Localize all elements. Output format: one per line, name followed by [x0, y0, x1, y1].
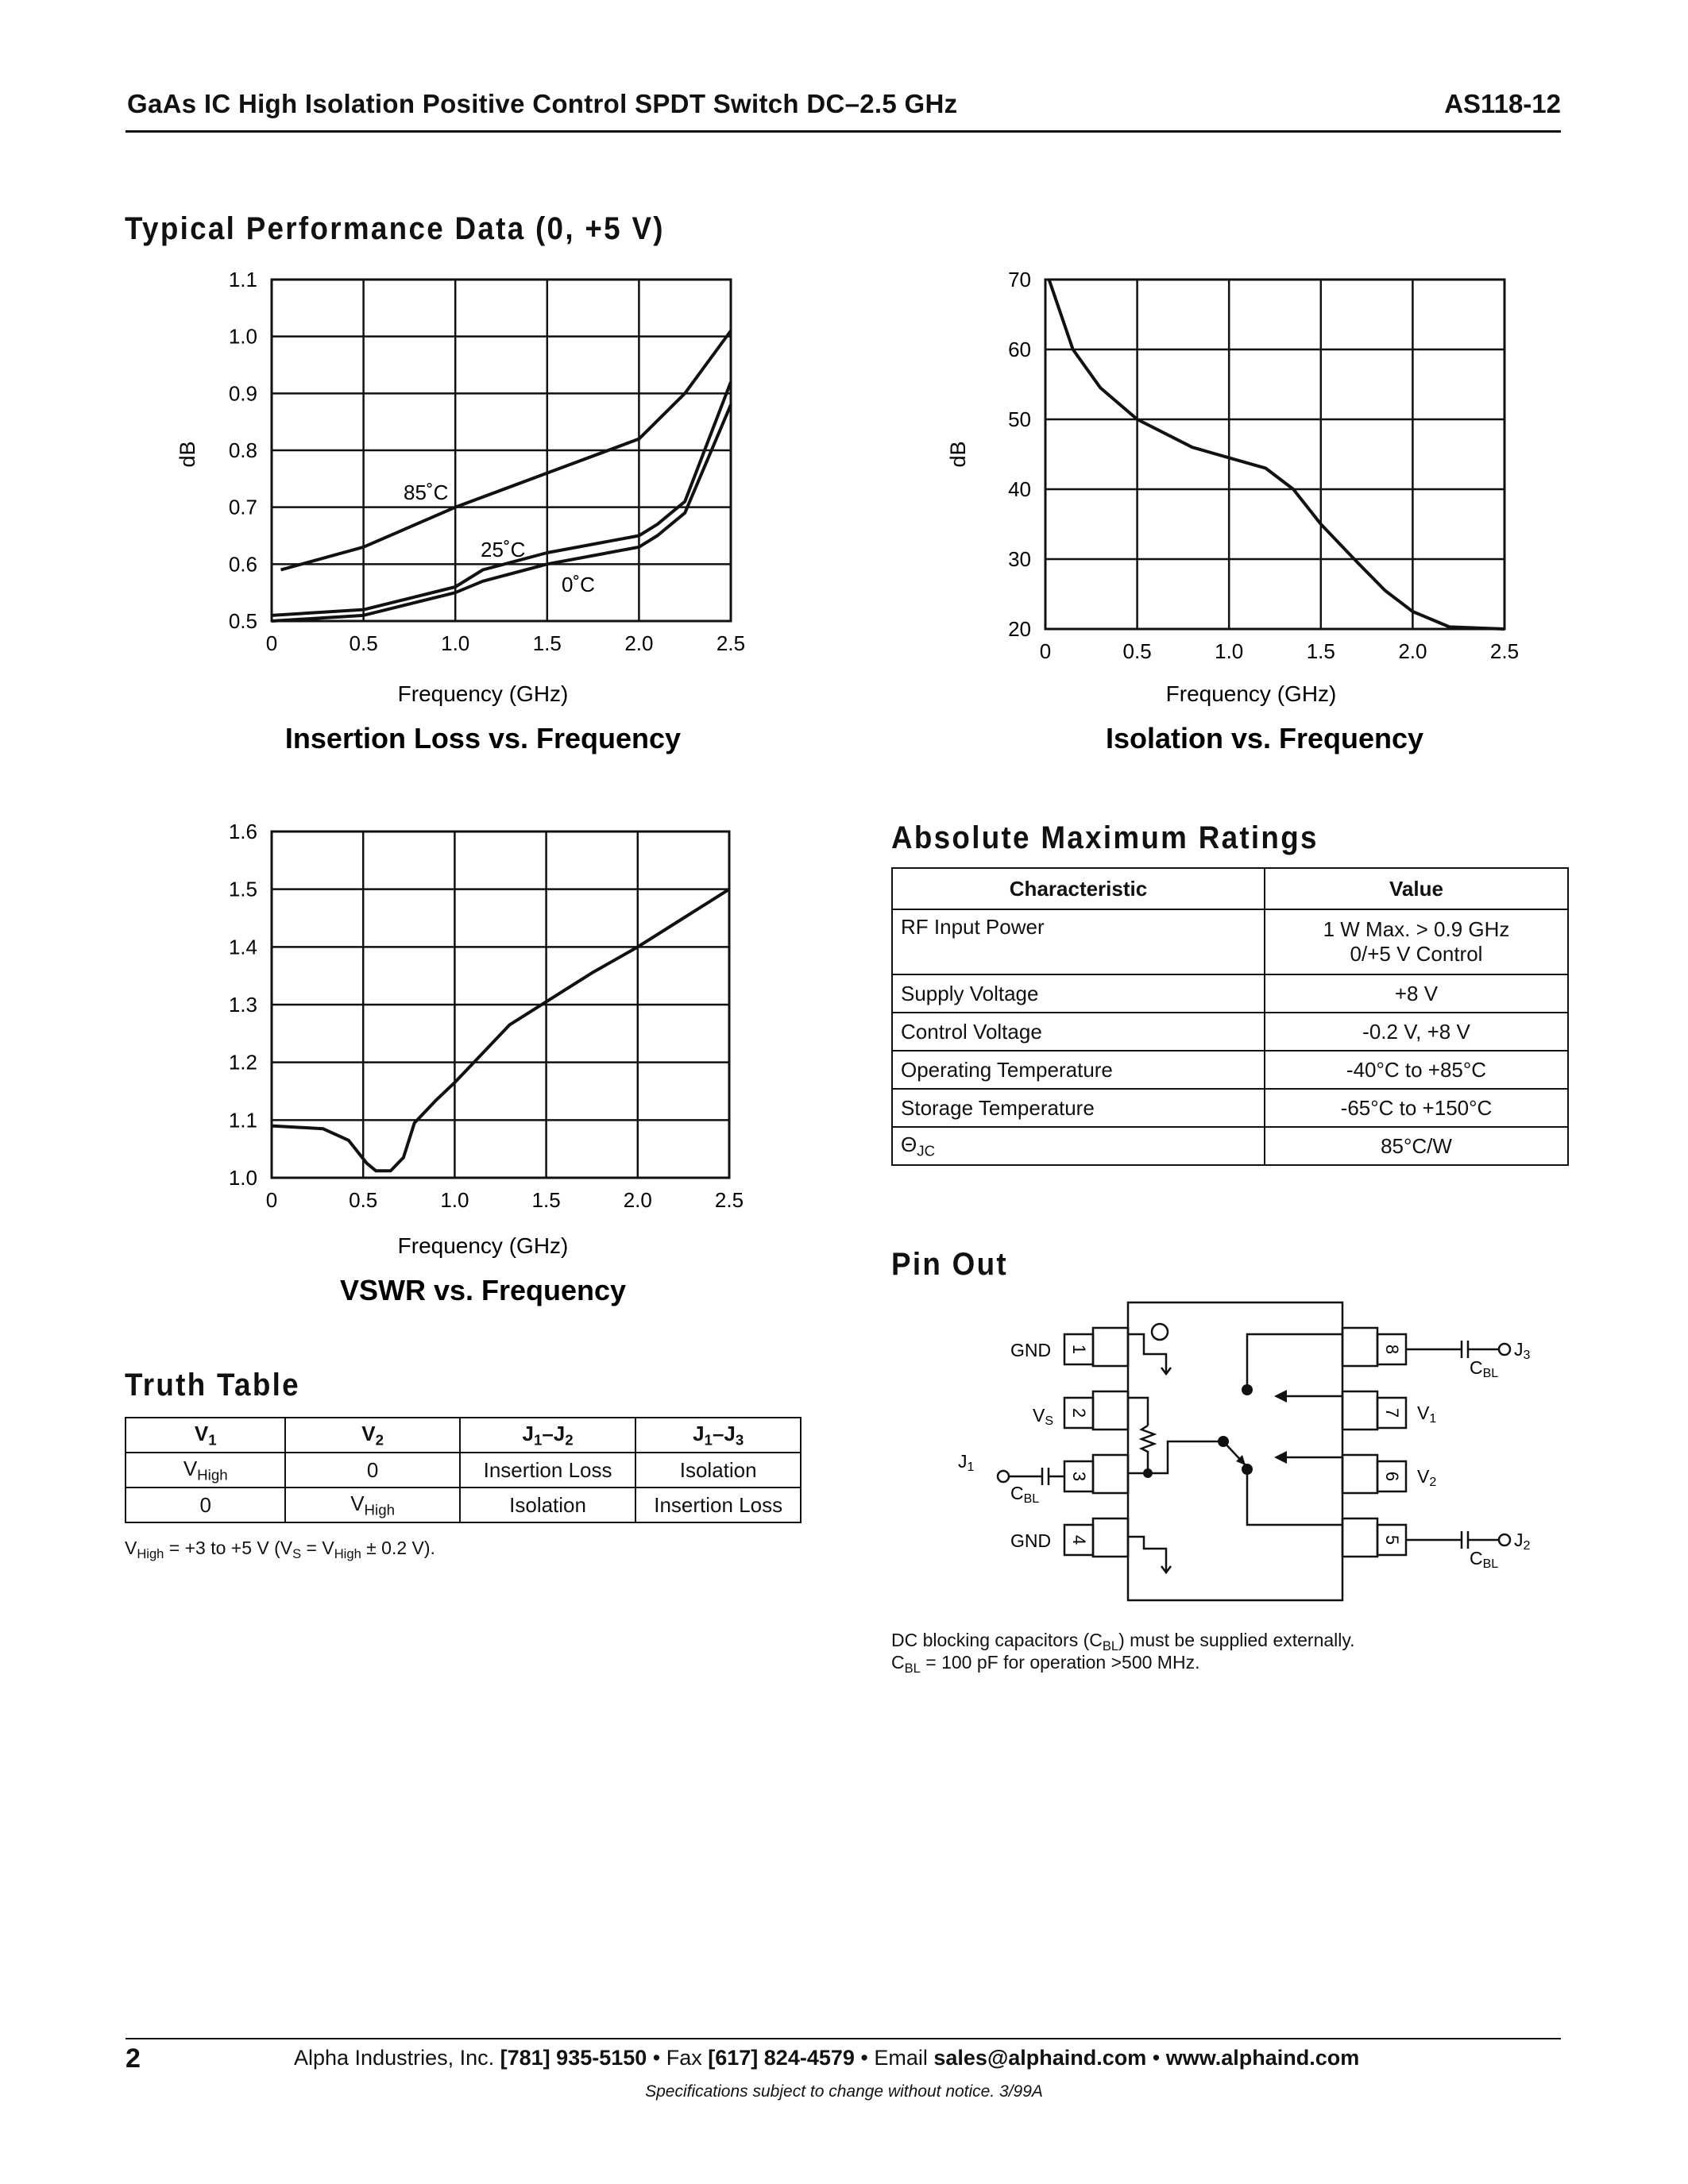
pinout-note-1: DC blocking capacitors $(C_{BL})$ must be supplied externally. [891, 1630, 1355, 1653]
theta-symbol: Θ [901, 1132, 917, 1156]
table-row [892, 1051, 1568, 1089]
company-name: Alpha Industries, Inc. [294, 2046, 500, 2070]
isolation-series-line-1 [1049, 280, 1505, 629]
insertion-loss-xtick-label: 0 [265, 631, 278, 655]
cell-value [1265, 909, 1568, 974]
cell-characteristic [892, 1127, 1265, 1165]
insertion-loss-ytick-label: 0.5 [228, 609, 257, 633]
truth-table [125, 1417, 802, 1523]
vswr-xtick-label: 2.0 [623, 1188, 652, 1212]
table-row [126, 1453, 801, 1488]
label-v2: V2 [1417, 1466, 1437, 1489]
cell-value: 85°C/W [1265, 1127, 1568, 1165]
isolation-xtick-label: 0.5 [1122, 639, 1152, 663]
label-v1: V1 [1417, 1403, 1437, 1426]
ic-package [1128, 1302, 1342, 1600]
label-0c: 0˚C [562, 573, 595, 596]
website-link[interactable]: www.alphaind.com [1165, 2046, 1360, 2070]
vswr-ytick-label: 1.6 [228, 820, 257, 843]
vswr-xtick-label: 1.5 [531, 1188, 561, 1212]
vswr-series-line-1 [272, 889, 729, 1171]
theta-subscript: JC [917, 1142, 936, 1160]
footer-contact: Alpha Industries, Inc. [781] 935-5150 • Fax [617] 824-4579 • Email sales@alphaind.com • www.alphaind.com [294, 2046, 1360, 2070]
insertion-loss-ylabel: dB [176, 441, 199, 468]
page-number: 2 [126, 2043, 141, 2074]
vswr-xtick-label: 0 [265, 1188, 278, 1212]
section-absolute-max-ratings: Absolute Maximum Ratings [891, 820, 1319, 855]
label-vs: VS [1033, 1405, 1054, 1428]
isolation-xtick-label: 2.0 [1398, 639, 1427, 663]
insertion-loss-xtick-label: 0.5 [349, 631, 378, 655]
label-j3: J3 [1514, 1339, 1531, 1362]
insertion-loss-ytick-label: 1.1 [228, 268, 257, 291]
pin-number-5: 5 [1382, 1534, 1402, 1545]
label-cbl-j2: CBL [1470, 1548, 1499, 1571]
vswr-xtick-label: 1.0 [440, 1188, 469, 1212]
pin-number-2: 2 [1069, 1407, 1089, 1418]
header-v2: $V_2$ [285, 1418, 459, 1453]
cell-v1: 0 [126, 1488, 285, 1522]
vswr-ytick-label: 1.4 [228, 935, 257, 959]
isolation-ytick-label: 20 [1008, 617, 1031, 641]
label-85c: 85˚C [404, 480, 449, 504]
cell-v2: $V_{High}$ [285, 1488, 459, 1522]
disclaimer: Specifications subject to change without notice. 3/99A [645, 2082, 1043, 2101]
pin-number-6: 6 [1382, 1471, 1402, 1482]
vswr-xlabel: Frequency (GHz) [397, 1233, 569, 1258]
cell-characteristic: Operating Temperature [892, 1051, 1265, 1089]
cell-j1-j3: Insertion Loss [635, 1488, 801, 1522]
vswr-chart [0, 814, 842, 1322]
insertion-loss-ytick-label: 0.8 [228, 438, 257, 462]
pin-number-4: 4 [1069, 1534, 1089, 1545]
cell-v1: $V_{High}$ [126, 1453, 285, 1488]
label-gnd-pin1: GND [1010, 1340, 1052, 1360]
insertion-loss-grid [272, 280, 731, 621]
cell-characteristic: Control Voltage [892, 1013, 1265, 1051]
header-j1-j2: $J_1-J_2$ [460, 1418, 636, 1453]
section-pin-out: Pin Out [891, 1247, 1008, 1282]
pin-number-8: 8 [1382, 1344, 1402, 1355]
insertion-loss-xtick-label: 1.0 [441, 631, 470, 655]
insertion-loss-ytick-label: 0.9 [228, 381, 257, 406]
rf-power-value: 1 W Max. > 0.9 GHz [1323, 917, 1510, 941]
cell-characteristic: Storage Temperature [892, 1089, 1265, 1127]
pinout-note-2: $C_{BL} = 100$ pF for operation >500 MHz. [891, 1652, 1200, 1676]
label-j2: J2 [1514, 1530, 1531, 1553]
isolation-ytick-label: 50 [1008, 407, 1031, 431]
footer-rule [126, 2038, 1561, 2039]
document-title: GaAs IC High Isolation Positive Control SPDT Switch DC–2.5 GHz [127, 89, 958, 118]
isolation-ylabel: dB [946, 441, 970, 468]
section-typical-performance: Typical Performance Data (0, +5 V) [125, 211, 665, 246]
absolute-max-ratings-table [891, 867, 1569, 1166]
isolation-chart [842, 262, 1636, 770]
table-row [892, 1013, 1568, 1051]
cell-value: -0.2 V, +8 V [1265, 1013, 1568, 1051]
cell-characteristic: Supply Voltage [892, 974, 1265, 1013]
rf-power-value-condition: 0/+5 V Control [1350, 942, 1483, 966]
pin-number-1: 1 [1069, 1344, 1089, 1355]
isolation-xtick-label: 1.5 [1306, 639, 1335, 663]
header-v1: $V_1$ [126, 1418, 285, 1453]
cell-value: +8 V [1265, 974, 1568, 1013]
insertion-loss-xtick-label: 1.5 [532, 631, 562, 655]
label-gnd-pin4: GND [1010, 1530, 1052, 1551]
isolation-ytick-label: 60 [1008, 338, 1031, 361]
insertion-loss-xtick-label: 2.0 [624, 631, 654, 655]
cell-j1-j2: Insertion Loss [460, 1453, 636, 1488]
email-link[interactable]: sales@alphaind.com [933, 2046, 1147, 2070]
insertion-loss-ytick-label: 0.7 [228, 495, 257, 519]
isolation-ytick-label: 40 [1008, 477, 1031, 501]
insertion-loss-chart [0, 262, 842, 770]
table-row [892, 1089, 1568, 1127]
fax-number: [617] 824-4579 [708, 2046, 855, 2070]
header-j1-j3: $J_1-J_3$ [635, 1418, 801, 1453]
pin-number-7: 7 [1382, 1407, 1402, 1418]
isolation-xtick-label: 0 [1039, 639, 1052, 663]
table-row [892, 909, 1568, 974]
isolation-xlabel: Frequency (GHz) [1165, 681, 1337, 706]
pin-number-3: 3 [1069, 1471, 1089, 1482]
insertion-loss-xlabel: Frequency (GHz) [397, 681, 569, 706]
cell-value: -65°C to +150°C [1265, 1089, 1568, 1127]
cell-j1-j2: Isolation [460, 1488, 636, 1522]
insertion-loss-series-line-3 [272, 405, 731, 621]
isolation-title: Isolation vs. Frequency [1105, 722, 1424, 754]
table-row [892, 1127, 1568, 1165]
vswr-title: VSWR vs. Frequency [339, 1274, 627, 1306]
table-header-row [892, 868, 1568, 909]
vswr-ytick-label: 1.2 [228, 1050, 257, 1075]
vswr-ytick-label: 1.1 [228, 1108, 257, 1133]
pin-out-diagram [953, 1295, 1557, 1612]
cell-j1-j3: Isolation [635, 1453, 801, 1488]
isolation-ytick-label: 30 [1008, 547, 1031, 571]
label-25c: 25˚C [481, 538, 526, 561]
insertion-loss-title: Insertion Loss vs. Frequency [284, 722, 682, 754]
header-rule [126, 130, 1561, 133]
header-characteristic: Characteristic [892, 868, 1265, 909]
label-cbl-j3: CBL [1470, 1357, 1499, 1380]
cell-value: -40°C to +85°C [1265, 1051, 1568, 1089]
part-number: AS118-12 [1444, 89, 1561, 118]
vswr-ytick-label: 1.3 [228, 993, 257, 1017]
isolation-xtick-label: 2.5 [1489, 639, 1520, 663]
isolation-plot-frame [1045, 280, 1505, 629]
label-j1: J1 [958, 1451, 975, 1474]
insertion-loss-ytick-label: 1.0 [228, 324, 257, 349]
cell-v2: 0 [285, 1453, 459, 1488]
isolation-xtick-label: 1.0 [1215, 639, 1244, 663]
phone-number: [781] 935-5150 [500, 2046, 647, 2070]
table-header-row [126, 1418, 801, 1453]
insertion-loss-xtick-label: 2.5 [716, 631, 746, 655]
section-truth-table: Truth Table [125, 1368, 300, 1403]
table-row [892, 974, 1568, 1013]
insertion-loss-ytick-label: 0.6 [228, 552, 257, 577]
vswr-ytick-label: 1.5 [228, 877, 257, 901]
isolation-ytick-label: 70 [1008, 268, 1031, 291]
truth-table-note: $V_{High} = +3$ to +5 V ($V_S = V_{High} \pm 0.2$ V). [125, 1538, 435, 1561]
cell-characteristic: RF Input Power [892, 909, 1265, 974]
pin1-marker [1152, 1324, 1168, 1340]
label-cbl-j1: CBL [1010, 1483, 1040, 1506]
vswr-xtick-label: 2.5 [714, 1188, 744, 1212]
vswr-ytick-label: 1.0 [228, 1166, 257, 1190]
header-value: Value [1265, 868, 1568, 909]
vswr-xtick-label: 0.5 [349, 1188, 378, 1212]
table-row [126, 1488, 801, 1522]
